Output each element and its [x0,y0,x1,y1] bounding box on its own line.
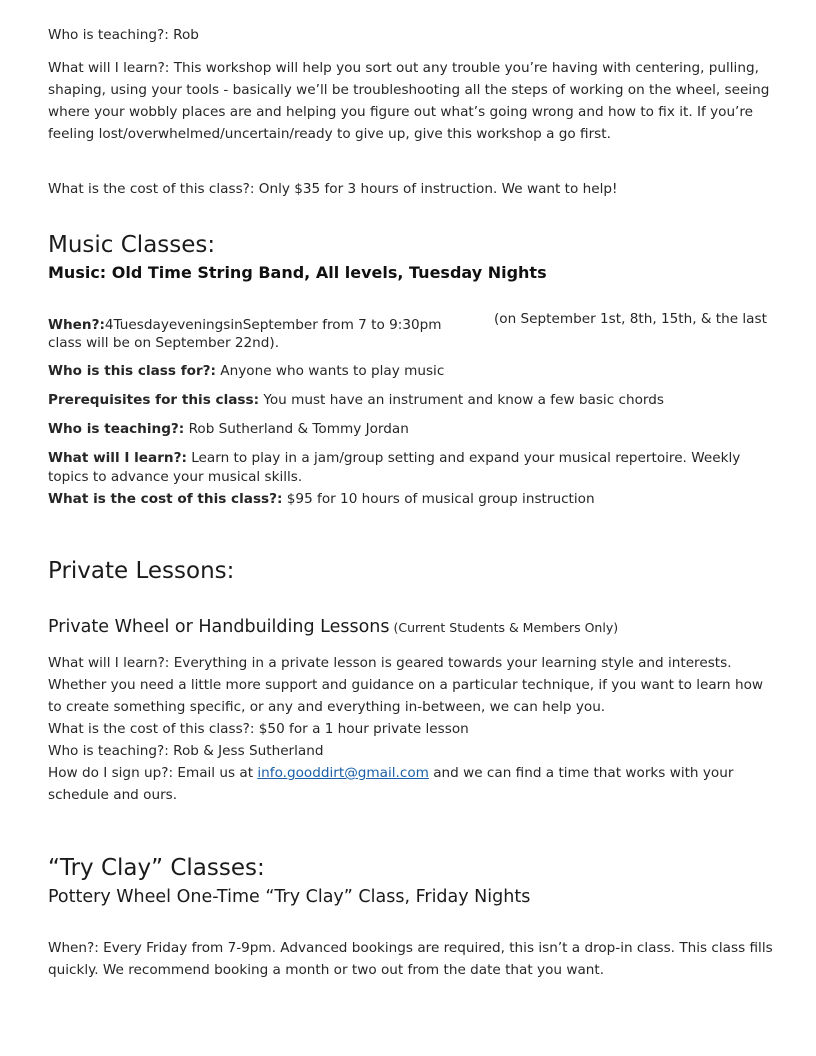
private-cost: What is the cost of this class?: $50 for a 1 hour private lesson [48,721,469,737]
music-learn [48,449,748,487]
music-when-label: When?: [48,317,105,333]
private-learn: What will I learn?: Everything in a private lesson is geared towards your learning style and interests. Whether you need a little more support and guidance on a particular technique, if you want to learn how to create something specific, or any and everything in-between, we can help you. [48,655,764,715]
music-teacher-value: Rob Sutherland & Tommy Jordan [184,421,409,437]
music-when-cont: class will be on September 22nd). [48,335,280,351]
music-teacher-label: Who is teaching?: [48,421,185,437]
music-when-value: 4TuesdayeveningsinSeptember from 7 to 9:30pm [104,317,442,333]
music-prereq-value: You must have an instrument and know a few basic chords [259,392,664,408]
workshop-learn: What will I learn?: This workshop will help you sort out any trouble you’re having with centering, pulling, shaping, using your tools - basically we’ll be troubleshooting all the steps of working on the wheel, seeing where your wobbly places are and helping you figure out what’s going wrong and how to fix it. If you’re feeling lost/overwhelmed/uncertain/ready to give up, give this workshop a go first. [48,60,770,142]
tryclay-section-title: “Try Clay” Classes: [48,855,265,881]
private-class-title: Private Wheel or Handbuilding Lessons [48,617,390,637]
workshop-cost: What is the cost of this class?: Only $35 for 3 hours of instruction. We want to help! [48,181,618,197]
music-who-for [48,362,776,381]
private-class-note: (Current Students & Members Only) [389,620,619,635]
music-when-extra: (on September 1st, 8th, 15th, & the last [494,311,767,327]
music-prereq-label: Prerequisites for this class: [48,392,260,408]
music-cost [48,490,776,509]
private-class-heading [48,614,776,640]
music-prereq [48,391,776,410]
private-signup [48,762,776,806]
email-link[interactable]: info.gooddirt@gmail.com [257,765,429,781]
private-section-title: Private Lessons: [48,558,235,584]
music-cost-label: What is the cost of this class?: [48,491,283,507]
music-who-for-value: Anyone who wants to play music [215,363,445,379]
music-learn-value: Learn to play in a jam/group setting and expand your musical repertoire. Weekly topics to advance your musical skills. [48,450,741,485]
tryclay-class-title: Pottery Wheel One-Time “Try Clay” Class, Friday Nights [48,887,531,907]
music-section-title: Music Classes: [48,232,216,258]
private-signup-suffix: and we can find a time that works with your schedule and ours. [48,765,734,803]
private-teacher: Who is teaching?: Rob & Jess Sutherland [48,743,324,759]
music-who-for-label: Who is this class for?: [48,363,216,379]
music-teacher [48,420,776,439]
music-cost-value: $95 for 10 hours of musical group instruction [282,491,595,507]
private-signup-prefix: How do I sign up?: Email us at [48,765,258,781]
tryclay-when: When?: Every Friday from 7-9pm. Advanced bookings are required, this isn’t a drop-in class. This class fills quickly. We recommend booking a month or two out from the date that you want. [48,940,773,978]
music-learn-label: What will I learn?: [48,450,187,466]
music-class-title: Music: Old Time String Band, All levels, Tuesday Nights [48,263,547,282]
workshop-teacher: Who is teaching?: Rob [48,27,199,43]
